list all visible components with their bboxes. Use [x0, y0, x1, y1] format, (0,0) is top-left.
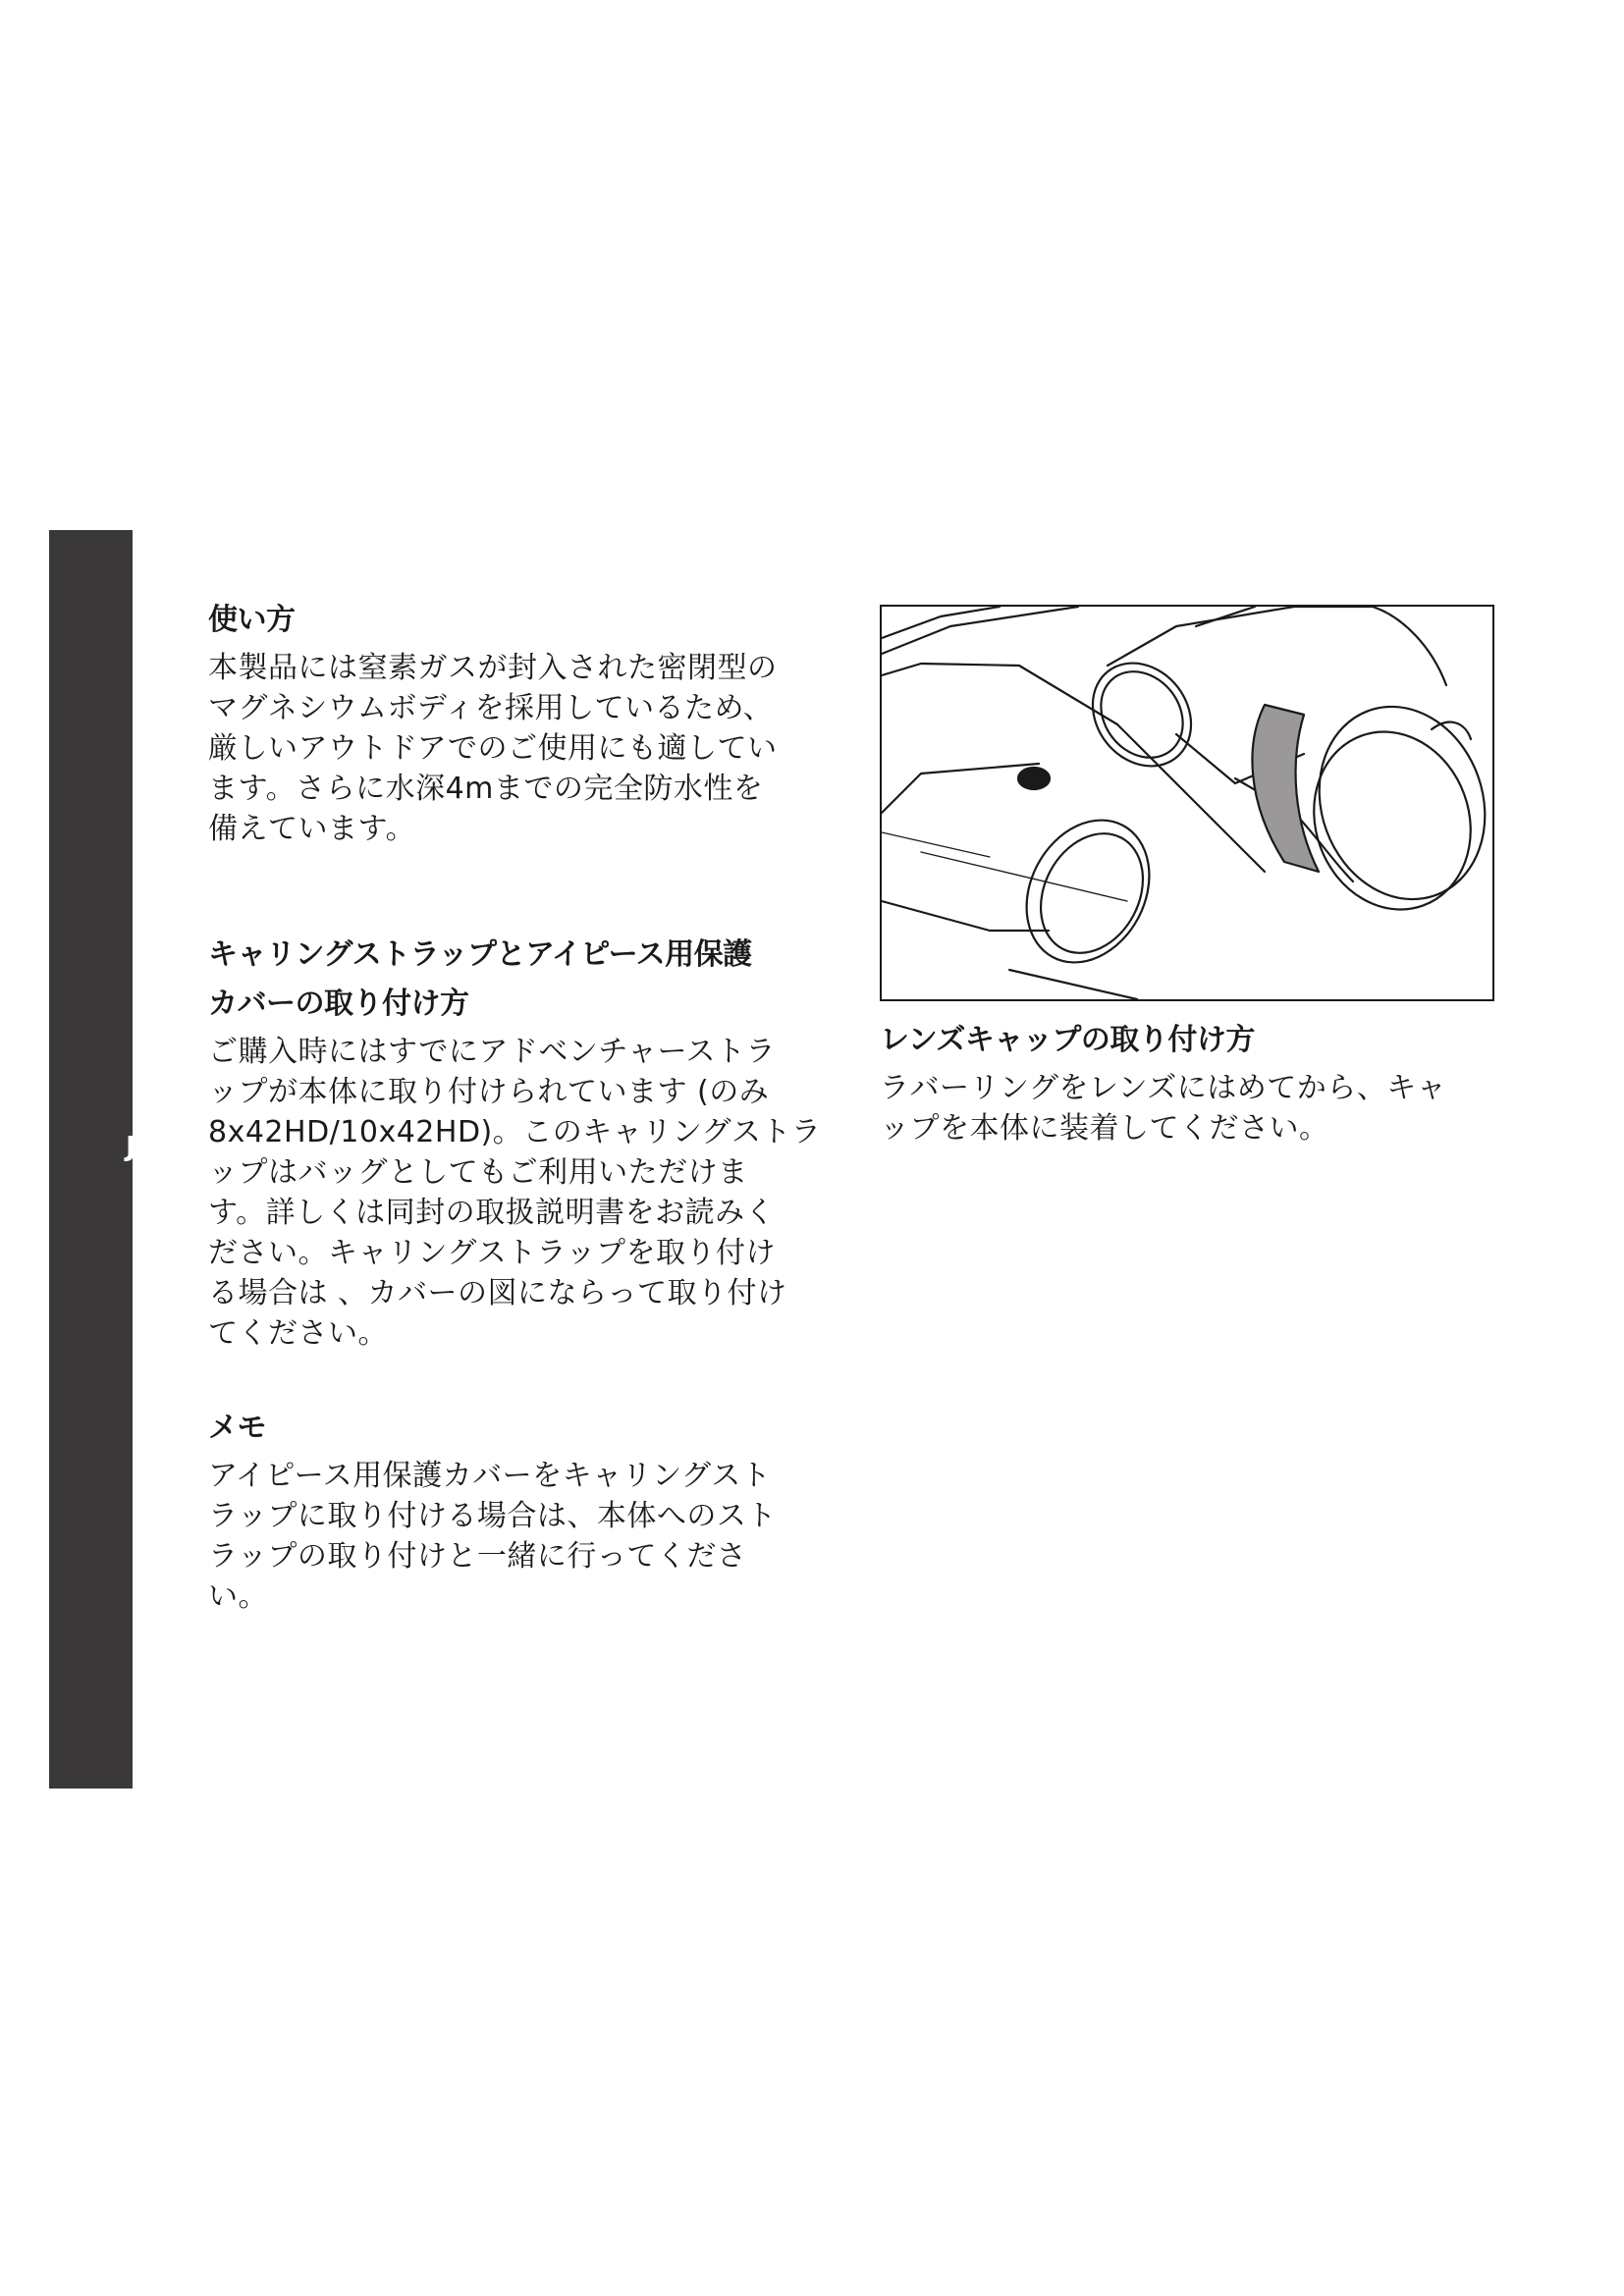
- section-usage: [208, 599, 837, 849]
- body-line: 厳しいアウトドアでのご使用にも適してい: [208, 731, 778, 766]
- section-memo: [208, 1407, 837, 1617]
- side-tab: [49, 530, 167, 2221]
- section-strap: [208, 934, 837, 1354]
- language-label: JP: [126, 1130, 158, 1162]
- body-line: ご購入時にはすでにアドベンチャーストラ: [208, 1035, 776, 1069]
- section-memo-heading: メモ: [208, 1411, 266, 1445]
- body-line: ップが本体に取り付けられています (のみ: [208, 1075, 770, 1109]
- binoculars-lens-cap-illustration: [880, 605, 1494, 1001]
- section-lens-cap: [880, 1019, 1498, 1148]
- binoculars-lens-cap-icon: [882, 607, 1492, 999]
- body-line: 8x42HD/10x42HD)。このキャリングストラ: [208, 1115, 822, 1149]
- body-line: てください。: [208, 1316, 388, 1351]
- page-number: 102: [116, 2191, 167, 2221]
- left-column: [208, 599, 837, 1617]
- section-lens-cap-heading: レンズキャップの取り付け方: [880, 1023, 1255, 1057]
- section-strap-heading-line1: キャリングストラップとアイピース用保護: [208, 937, 752, 972]
- body-line: ラップの取り付けと一緒に行ってくださ: [208, 1539, 747, 1574]
- section-strap-heading-line2: カバーの取り付け方: [208, 987, 469, 1021]
- section-usage-heading: 使い方: [208, 603, 296, 637]
- body-line: る場合は 、カバーの図にならって取り付け: [208, 1276, 787, 1310]
- body-line: ラバーリングをレンズにはめてから、キャ: [880, 1071, 1447, 1105]
- body-line: アイピース用保護カバーをキャリングスト: [208, 1459, 772, 1493]
- body-line: ださい。キャリングストラップを取り付け: [208, 1236, 776, 1270]
- right-column: [880, 605, 1498, 1148]
- body-line: ップはバッグとしてもご利用いただけま: [208, 1155, 748, 1190]
- body-line: マグネシウムボディを採用しているため、: [208, 691, 774, 725]
- body-line: す。詳しくは同封の取扱説明書をお読みく: [208, 1196, 776, 1230]
- body-line: 本製品には窒素ガスが封入された密閉型の: [208, 651, 778, 685]
- body-line: ラップに取り付ける場合は、本体へのスト: [208, 1499, 777, 1533]
- body-line: ップを本体に装着してください。: [880, 1111, 1329, 1146]
- body-line: い。: [208, 1579, 268, 1614]
- body-line: ます。さらに水深4mまでの完全防水性を: [208, 772, 764, 806]
- body-line: 備えています。: [208, 812, 416, 846]
